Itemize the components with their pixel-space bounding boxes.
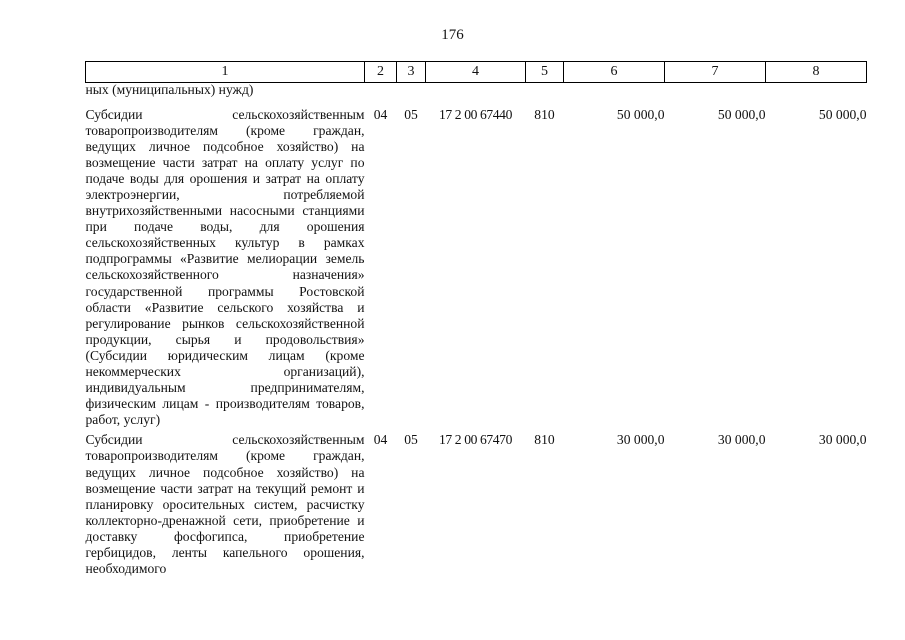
header-col-5: 5 [526,62,564,83]
header-col-7: 7 [665,62,766,83]
row-description: Субсидии сельскохозяйственным товаропроизводителям (кроме граждан, ведущих личное подсобное хозяйство) на возмещение части затрат на оплату услуг по подаче воды для орошения и затрат на оплату электроэнергии, потребляемой внутрихозяйственными насосными станциями при подаче воды, для орошения сельскохозяйственных культур в рамках подпрограммы «Развитие мелиорации земель сельскохозяйственного назначения» государственной программы Ростовской области «Развитие сельского хозяйства и регулирование рынков сельскохозяйственной продукции, сырья и продовольствия» (Субсидии юридическим лицам (кроме некоммерческих организаций), индивидуальным предпринимателям, физическим лицам - производителям товаров, работ, услуг) [85,106,365,428]
row-value-3: 50 000,0 [818,106,867,122]
row-value-2: 50 000,0 [717,106,766,122]
row-value-3: 30 000,0 [818,432,867,448]
row-section: 04 [373,106,388,122]
continuation-row [86,83,867,101]
header-col-8: 8 [766,62,867,83]
row-value-2: 30 000,0 [717,432,766,448]
row-subsection: 05 [404,106,418,122]
header-col-3: 3 [397,62,426,83]
table-row [86,432,867,577]
budget-table [85,61,867,577]
row-description: Субсидии сельскохозяйственным товаропроизводителям (кроме граждан, ведущих личное подсобное хозяйство) на возмещение части затрат на текущий ремонт и планировку оросительных систем, расчистку коллекторно-дренажной сети, приобретение и доставку фосфогипса, приобретение гербицидов, ленты капельного орошения, необходимого [85,432,365,577]
row-target-article: 17 2 00 67470 [439,432,512,448]
row-value-1: 30 000,0 [616,432,665,448]
row-target-article: 17 2 00 67440 [439,106,512,122]
row-subsection: 05 [404,432,418,448]
row-value-1: 50 000,0 [616,106,665,122]
row-section: 04 [373,432,388,448]
header-col-1: 1 [86,62,365,83]
table-row [86,107,867,429]
page-number: 176 [441,27,464,43]
row-expense-type: 810 [534,106,555,122]
row-expense-type: 810 [534,432,555,448]
continuation-text: ных (муниципальных) нужд) [85,82,254,97]
header-col-2: 2 [365,62,397,83]
header-col-6: 6 [564,62,665,83]
header-col-4: 4 [426,62,526,83]
table-header [86,62,867,83]
